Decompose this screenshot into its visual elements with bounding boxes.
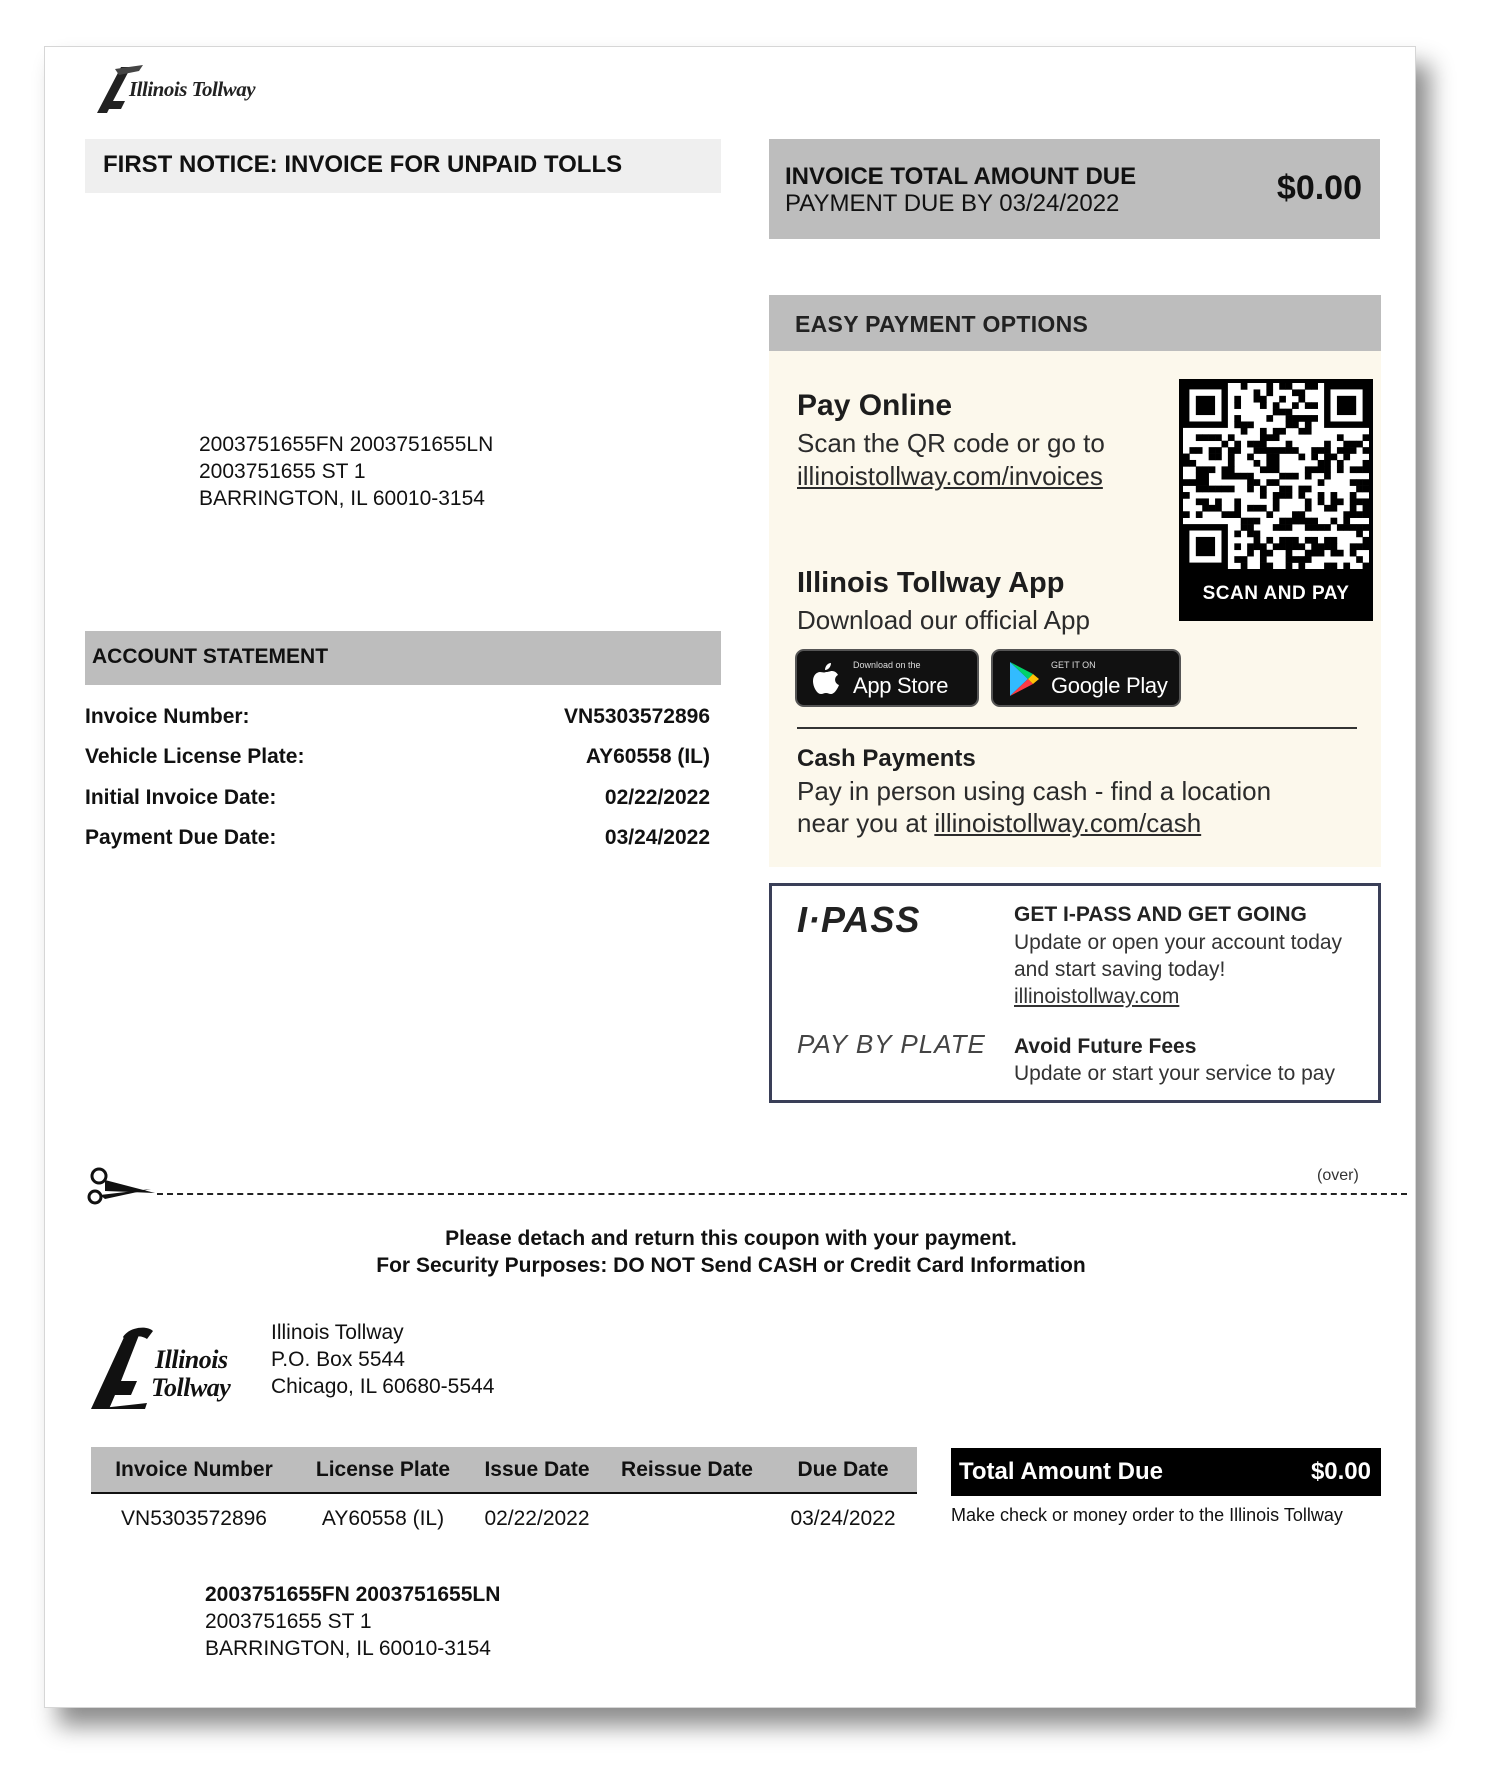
pay-online-text: Scan the QR code or go to xyxy=(797,428,1105,458)
notice-title: FIRST NOTICE: INVOICE FOR UNPAID TOLLS xyxy=(85,139,721,193)
account-row-label: Vehicle License Plate: xyxy=(85,745,305,768)
ipass-text-1: Update or open your account today xyxy=(1014,931,1343,954)
app-store-big-text: App Store xyxy=(853,673,949,698)
account-row xyxy=(85,826,710,856)
account-row-label: Payment Due Date: xyxy=(85,826,277,849)
invoice-total-box xyxy=(769,139,1380,239)
invoice-page xyxy=(44,46,1416,1708)
scan-and-pay-label: SCAN AND PAY xyxy=(1202,583,1350,604)
account-row-label: Invoice Number: xyxy=(85,705,250,728)
cash-payments-text: Pay in person using cash - find a location xyxy=(797,776,1272,806)
table-row xyxy=(91,1493,917,1533)
cell-reissue-date xyxy=(605,1493,769,1533)
coupon-table xyxy=(91,1447,917,1533)
detach-cut-line xyxy=(157,1193,1407,1195)
col-header-invoice-number: Invoice Number xyxy=(91,1447,297,1493)
account-row xyxy=(85,705,710,735)
tollway-app-text: Download our official App xyxy=(797,605,1090,635)
cash-payments-prefix: near you at xyxy=(797,808,928,838)
ipass-logo: I·PASS xyxy=(797,899,921,940)
app-store-button[interactable] xyxy=(795,649,979,707)
coupon-total-amount: $0.00 xyxy=(1310,1458,1371,1485)
google-play-button[interactable] xyxy=(991,649,1181,707)
cash-payments-text-2 xyxy=(797,807,1201,840)
account-row xyxy=(85,786,710,816)
ipass-text-2: and start saving today! xyxy=(1014,958,1226,981)
account-row xyxy=(85,745,710,775)
remit-line-3: Chicago, IL 60680-5544 xyxy=(271,1375,495,1398)
google-play-small-text: GET IT ON xyxy=(1051,660,1096,670)
over-note: (over) xyxy=(1317,1167,1359,1184)
security-instruction: For Security Purposes: DO NOT Send CASH or Credit Card Information xyxy=(376,1254,1086,1277)
mailing-line-3: BARRINGTON, IL 60010-3154 xyxy=(205,1637,491,1660)
qr-code xyxy=(1183,383,1369,569)
google-play-icon xyxy=(1007,660,1041,698)
cash-payments-title: Cash Payments xyxy=(797,745,976,772)
google-play-big-text: Google Play xyxy=(1051,673,1168,698)
cell-license-plate: AY60558 (IL) xyxy=(321,1506,445,1530)
remit-address xyxy=(271,1319,494,1400)
payment-options-divider xyxy=(797,727,1357,729)
total-due-amount: $0.00 xyxy=(1276,169,1362,207)
account-row-value: AY60558 (IL) xyxy=(585,745,710,768)
remit-line-2: P.O. Box 5544 xyxy=(271,1348,405,1371)
col-header-issue-date: Issue Date xyxy=(469,1447,605,1493)
cash-payments-link[interactable]: illinoistollway.com/cash xyxy=(934,808,1202,838)
coupon-total-box xyxy=(951,1448,1381,1496)
recipient-line-3: BARRINGTON, IL 60010-3154 xyxy=(199,487,485,510)
logo-text: Illinois Tollway xyxy=(129,77,256,101)
app-store-small-text: Download on the xyxy=(853,660,921,670)
tollway-app-title: Illinois Tollway App xyxy=(797,567,1065,599)
col-header-due-date: Due Date xyxy=(769,1447,917,1493)
detach-instruction: Please detach and return this coupon with your payment. xyxy=(445,1227,1017,1250)
cell-issue-date: 02/22/2022 xyxy=(484,1506,590,1530)
scissors-icon xyxy=(85,1165,159,1209)
qr-code-box[interactable] xyxy=(1179,379,1373,621)
logo-bottom-line-2: Tollway xyxy=(151,1373,231,1402)
total-due-label: INVOICE TOTAL AMOUNT DUE xyxy=(785,163,1137,190)
apple-icon xyxy=(811,661,841,695)
coupon-table-header-row xyxy=(91,1447,917,1493)
coupon-total-label: Total Amount Due xyxy=(959,1458,1163,1485)
illinois-tollway-logo xyxy=(91,61,281,119)
pay-by-plate-logo: PAY BY PLATE xyxy=(797,1029,986,1059)
remit-line-1: Illinois Tollway xyxy=(271,1321,404,1344)
account-row-value: 02/22/2022 xyxy=(604,786,710,809)
recipient-line-2: 2003751655 ST 1 xyxy=(199,460,366,483)
logo-bottom-line-1: Illinois xyxy=(155,1345,228,1374)
pay-online-title: Pay Online xyxy=(797,389,953,422)
account-row-label: Initial Invoice Date: xyxy=(85,786,277,809)
mailing-address xyxy=(205,1581,500,1662)
account-row-value: VN5303572896 xyxy=(564,705,710,728)
recipient-line-1: 2003751655FN 2003751655LN xyxy=(199,433,494,456)
pay-online-link[interactable]: illinoistollway.com/invoices xyxy=(797,461,1103,491)
ipass-link[interactable]: illinoistollway.com xyxy=(1014,985,1180,1008)
payment-due-label: PAYMENT DUE BY 03/24/2022 xyxy=(785,190,1120,217)
account-row-value: 03/24/2022 xyxy=(604,826,710,849)
col-header-reissue-date: Reissue Date xyxy=(605,1447,769,1493)
pay-by-plate-text: Update or start your service to pay xyxy=(1014,1062,1335,1085)
cell-due-date: 03/24/2022 xyxy=(790,1506,896,1530)
account-statement-header: ACCOUNT STATEMENT xyxy=(85,631,721,685)
mailing-line-2: 2003751655 ST 1 xyxy=(205,1610,372,1633)
cell-invoice-number: VN5303572896 xyxy=(121,1506,267,1530)
recipient-address xyxy=(199,431,493,512)
mailing-line-1: 2003751655FN 2003751655LN xyxy=(205,1583,501,1606)
check-payable-note: Make check or money order to the Illinois Tollway xyxy=(951,1505,1343,1525)
easy-payment-options-header: EASY PAYMENT OPTIONS xyxy=(769,295,1381,351)
col-header-license-plate: License Plate xyxy=(297,1447,469,1493)
pay-by-plate-title: Avoid Future Fees xyxy=(1014,1035,1197,1058)
illinois-tollway-logo-bottom xyxy=(87,1325,237,1415)
ipass-title: GET I-PASS AND GET GOING xyxy=(1014,903,1307,926)
